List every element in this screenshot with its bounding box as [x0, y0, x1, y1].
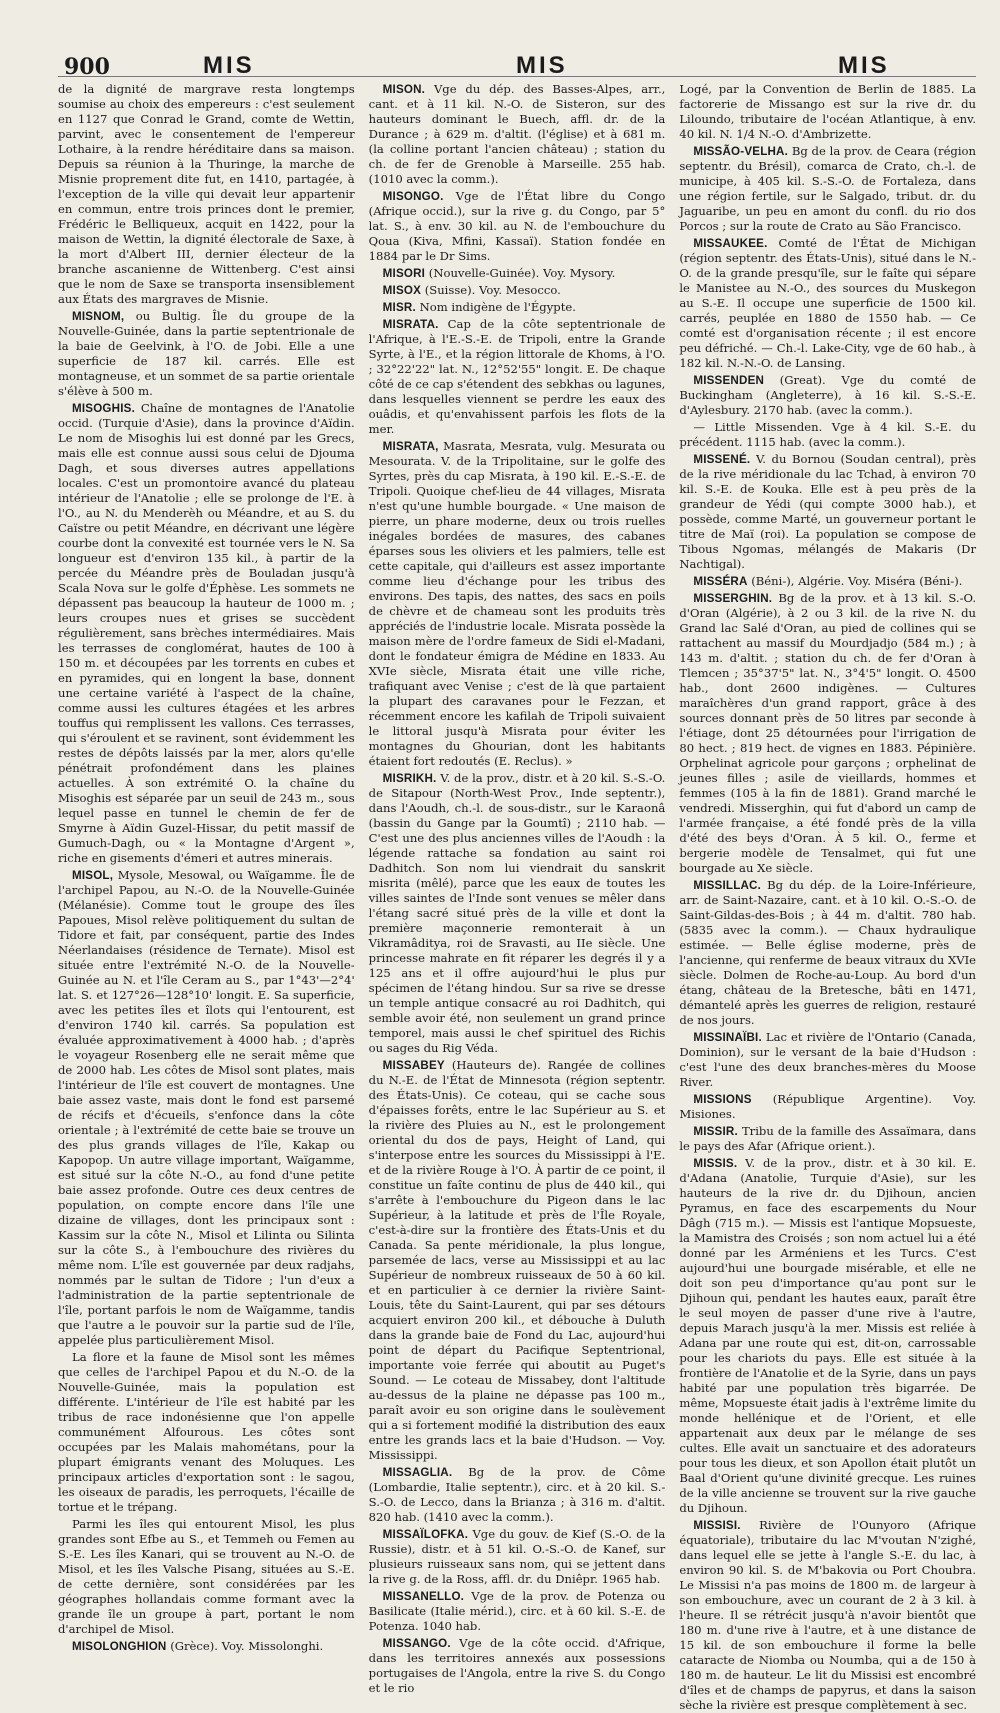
entry-headword: MISSAÏLOFKA.: [382, 1528, 469, 1541]
entry-headword: MISSENÉ.: [693, 453, 751, 466]
entry-text: Bg de la prov. de Ceara (région septentr. du Brésil), comarca de Crato, ch.-l. de municipe, à 405 kil. S.-S.-O. de Fortaleza, dans une région fertile, sur le Salgado, tribut. dr. du Jaguaribe, un peu en amont du confl. du rio dos Porcos ; sur la route de Crato au São Francisco.: [679, 144, 977, 233]
entry-text: Bg de la prov. et à 13 kil. S.-O. d'Oran (Algérie), à 2 ou 3 kil. de la rive N. du Grand lac Salé d'Oran, au pied de collines qui se rattachent au massif du Mourdjadjo (584 m.) ; à 143 m. d'altit. ; station du ch. de fer d'Oran à Tlemcen ; 35°37'5" lat. N., 3°4'5" longit. O. 4500 hab., dont 2600 indigènes. — Cultures maraîchères d'un grand rapport, grâce à des sources donnant près de 50 litres par seconde à l'étiage, dont 25 détournées pour l'irrigation de 80 hect. ; 819 hect. de vignes en 1883. Pépinière. Orphelinat agricole pour garçons ; orphelinat de jeunes filles ; asile de vieillards, hommes et femmes (105 à la fin de 1881). Grand marché le vendredi. Misserghin, qui fut d'abord un camp de l'armée française, a été fondé près de la villa d'été des beys d'Oran. À 5 kil. O., ferme et bergerie modèle de Tensalmet, qui fut une bourgade au Xe siècle.: [679, 591, 977, 875]
entry-headword: MISORI: [382, 267, 426, 280]
entry-text: Bg de la prov. de Côme (Lombardie, Italie septentr.), circ. et à 20 kil. S.-S.-O. de Lecco, dans la Brianza ; à 316 m. d'altit. 820 hab. (1410 avec la comm.).: [368, 1465, 666, 1524]
dictionary-entry: [58, 401, 355, 866]
dictionary-entry: [679, 1030, 976, 1090]
entry-text: ou Bultig. Île du groupe de la Nouvelle-Guinée, dans la partie septentrionale de la baie de Geelvink, à l'O. de Jobi. Elle a une superficie de 187 kil. carrés. Elle est montagneuse, et un sommet de sa partie orientale s'élève à 500 m.: [58, 309, 355, 398]
dictionary-entry: [679, 1092, 976, 1122]
entry-text: Vge de l'État libre du Congo (Afrique occid.), sur la rive g. du Congo, par 5° lat. S., à env. 30 kil. au N. de l'embouchure du Qoua (Kiva, Mfini, Kassaï). Station fondée en 1884 par le Dr Sims.: [368, 189, 666, 263]
entry-headword: MISR.: [382, 301, 416, 314]
dictionary-entry: [369, 300, 666, 315]
entry-text: Vge de la prov. de Potenza ou Basilicate (Italie mérid.), circ. et à 60 kil. S.-E. de Potenza. 1040 hab.: [368, 1589, 666, 1633]
entry-text: Bg du dép. de la Loire-Inférieure, arr. de Saint-Nazaire, cant. et à 10 kil. O.-S.-O. de Saint-Gildas-des-Bois ; à 44 m. d'altit. 780 hab. (5835 avec la comm.). — Chaux hydraulique estimée. — Belle église moderne, près de l'ancienne, qui renferme de beaux vitraux du XVIe siècle. Dolmen de Roche-au-Loup. Au bord d'un étang, château de la Bretesche, bâti en 1471, démantelé après les guerres de religion, restauré de nos jours.: [679, 878, 977, 1027]
entry-headword: MISSIS.: [693, 1157, 738, 1170]
entry-headword: MISSENDEN: [693, 374, 765, 387]
entry-text: Vge de la côte occid. d'Afrique, dans les territoires annexés aux possessions portugaises de l'Angola, entre la rive S. du Congo et le rio: [368, 1636, 666, 1695]
entry-headword: MISSÃO-VELHA.: [693, 145, 789, 158]
entry-text: (Suisse). Voy. Mesocco.: [424, 283, 561, 297]
dictionary-entry: [369, 1636, 666, 1696]
dictionary-entry: [679, 1124, 976, 1154]
dictionary-entry: [679, 878, 976, 1028]
entry-text: Cap de la côte septentrionale de l'Afrique, à l'E.-S.-E. de Tripoli, entre la Grande Syrte, à l'E., et la région littorale de Khoms, à l'O. ; 32°22'22" lat. N., 12°52'55" longit. E. De chaque côté de ce cap s'étendent des sebkhas ou lagunes, dans lesquelles viennent se perdre les eaux des ouâdis, et qu'envahissent parfois les flots de la mer.: [368, 317, 666, 436]
entry-headword: MISSIONS: [693, 1093, 752, 1106]
dictionary-entry: [679, 236, 976, 371]
entry-text: Parmi les îles qui entourent Misol, les plus grandes sont Efbe au S., et Temmeh ou Femen au S.-E. Les îles Kanari, qui se trouvent au N.-O. de Misol, et les îles Valsche Pisang, situées au S.-E. de cette dernière, sont considérées par les géographes hollandais comme formant avec la grande île un groupe à part, portant le nom d'archipel de Misol.: [58, 1517, 355, 1636]
entry-text: La flore et la faune de Misol sont les mêmes que celles de l'archipel Papou et du N.-O. de la Nouvelle-Guinée, mais la population est différente. L'intérieur de l'île est habité par les tribus de race indonésienne que l'on appelle communément Alfourous. Les côtes sont occupées par les Malais mahométans, pour la plupart émigrants venant des Moluques. Les principaux articles d'exportation sont : le sagou, les oiseaux de paradis, les perroquets, l'écaille de tortue et le trépang.: [58, 1350, 355, 1514]
dictionary-entry: [369, 283, 666, 298]
entry-headword: MISSABEY: [382, 1059, 445, 1072]
dictionary-entry: [369, 189, 666, 264]
entry-text: de la dignité de margrave resta longtemps soumise au choix des empereurs : c'est seulement en 1127 que Conrad le Grand, comte de Wettin, parvint, avec le consentement de l'empereur Lothaire, à la rendre héréditaire dans sa maison. Depuis sa réunion à la Thuringe, la marche de Misnie proprement dite fut, en 1410, partagée, à l'exception de la ville qui devait leur appartenir en commun, entre trois princes dont le premier, Frédéric le Belliqueux, acquit en 1422, pour la maison de Wettin, la dignité électorale de Saxe, à la mort d'Albert III, dernier électeur de la branche ascanienne de Wittenberg. C'est ainsi que le nom de Saxe se transporta insensiblement aux États des margraves de Misnie.: [58, 82, 355, 306]
entry-text: (Grèce). Voy. Missolonghi.: [170, 1639, 324, 1653]
entry-headword: MISRIKH.: [382, 772, 437, 785]
dictionary-entry: [679, 574, 976, 589]
entry-text: Masrata, Mesrata, vulg. Mesurata ou Mesourata. V. de la Tripolitaine, sur le golfe des Syrtes, près du cap Misrata, à 190 kil. E.-S.-E. de Tripoli. Quoique chef-lieu de 44 villages, Misrata n'est qu'une humble bourgade. « Une maison de pierre, un phare moderne, deux ou trois ruelles inégales bordées de masures, des cabanes éparses sous les oliviers et les palmiers, telle est cette capitale, qui d'ailleurs est assez importante comme lieu d'échange pour les tribus des environs. Des tapis, des nattes, des sacs en poils de chèvre et de chameau sont les produits très appréciés de l'industrie locale. Misrata possède la maison mère de l'ordre fameux de Sidi el-Madani, dont le fondateur émigra de Médine en 1833. Au XVIe siècle, Misrata était une ville riche, trafiquant avec Venise ; c'est de là que partaient la plupart des caravanes pour le Fezzan, et récemment encore les kafilah de Tripoli suivaient le littoral jusqu'à Misrata pour éviter les montagnes du Ghourian, dont les habitants étaient fort redoutés (E. Reclus). »: [368, 439, 666, 768]
dictionary-entry: [58, 868, 355, 1348]
dictionary-entry: [369, 1058, 666, 1463]
header-rule: [58, 76, 976, 77]
entry-text: Comté de l'État de Michigan (région septentr. des États-Unis), situé dans le N.-O. de la grande presqu'île, sur le faîte qui sépare le Manistee au N.-O., des sources du Muskegon au S.-E. Il occupe une superficie de 1500 kil. carrés, peuplée en 1880 de 1550 hab. — Ce comté est d'organisation récente ; il est encore peu défriché. — Ch.-l. Lake-City, vge de 60 hab., à 182 kil. N.-N.-O. de Lansing.: [679, 236, 977, 370]
entry-headword: MISSERGHIN.: [693, 592, 773, 605]
entry-headword: MISNOM,: [72, 310, 125, 323]
entry-paragraph: [58, 1517, 355, 1637]
text-columns: [58, 82, 977, 1712]
page-number: 900: [64, 54, 110, 80]
entry-text: Rivière de l'Ounyoro (Afrique équatoriale), tributaire du lac M'voutan N'zighé, dans lequel elle se jette à l'angle S.-E. du lac, à environ 90 kil. S. de M'bakovia ou Port Choubra. Le Missisi n'a pas moins de 1800 m. de largeur à son embouchure, avec un courant de 2 à 3 kil. à l'heure. Il se rétrécit jusqu'à n'avoir bientôt que 180 m. d'une rive à l'autre, et à une distance de 15 kil. de son embouchure il forme la belle cataracte de Niomba ou Noumba, qui a de 150 à 180 m. de hauteur. Le lit du Missisi est encombré d'îles et de champs de papyrus, et dans la saison sèche la rivière est presque complètement à sec.: [679, 1518, 977, 1712]
dictionary-entry: [679, 373, 976, 418]
entry-text: V. de la prov., distr. et à 30 kil. E. d'Adana (Anatolie, Turquie d'Asie), sur les hauteurs de la rive dr. du Djihoun, ancien Pyramus, en face des escarpements du Nour Dâgh (715 m.). — Missis est l'antique Mopsueste, la Mamistra des Croisés ; son nom actuel lui a été donné par les Arméniens et les Turcs. C'est aujourd'hui une bourgade misérable, et elle ne doit son peu d'importance qu'au pont sur le Djihoun qui, pendant les hautes eaux, paraît être le seul moyen de passer d'une rive à l'autre, depuis Marach jusqu'à la mer. Missis est reliée à Adana par une route qui est, dit-on, carrossable pour les chariots du pays. Elle est située à la frontière de l'Anatolie et de la Syrie, dans un pays habité par une population très bigarrée. De même, Mopsueste était jadis à l'extrême limite du monde hellénique et de l'Orient, et elle appartenait aux deux par le mélange de ses cultes. Elle avait un sanctuaire et des adorateurs pour tous les dieux, et son Apollon était plutôt un Baal d'Orient qu'une divinité grecque. Les ruines de la ville ancienne se trouvent sur la rive gauche du Djihoun.: [679, 1156, 977, 1515]
entry-text: (Nouvelle-Guinée). Voy. Mysory.: [428, 266, 616, 280]
dictionary-entry: [369, 1527, 666, 1587]
entry-text: (Hauteurs de). Rangée de collines du N.-E. de l'État de Minnesota (région septentr. des États-Unis). Ce coteau, qui se cache sous d'épaisses forêts, entre le lac Supérieur au S. et la rivière des Pluies au N., est le prolongement oriental du dos de pays, Height of Land, qui s'interpose entre les sources du Mississippi à l'E. et de la rivière Rouge à l'O. À partir de ce point, il constitue un faîte continu de plus de 440 kil., qui s'arrête à l'embouchure du Pigeon dans le lac Supérieur, à la latitude et près de l'Île Royale, c'est-à-dire sur la frontière des États-Unis et du Canada. Sa pente méridionale, la plus longue, parsemée de lacs, verse au Mississippi et au lac Supérieur de nombreux ruisseaux de 50 à 60 kil. et en particulier à ce dernier la rivière Saint-Louis, tête du Saint-Laurent, qui par ses détours acquiert environ 200 kil., et débouche à Duluth dans la grande baie de Fond du Lac, aujourd'hui point de départ du Pacifique Septentrional, importante voie ferrée qui aboutit au Puget's Sound. — Le coteau de Missabey, dont l'altitude au-dessus de la plaine ne dépasse pas 100 m., paraît avoir eu son origine dans le soulèvement qui a si fortement modifié la distribution des eaux entre les grands lacs et la baie d'Hudson. — Voy. Mississippi.: [368, 1058, 666, 1462]
entry-headword: MISOLONGHION: [72, 1640, 167, 1653]
dictionary-entry: [369, 317, 666, 437]
entry-headword: MISRATA.: [382, 318, 439, 331]
entry-paragraph: [679, 420, 976, 450]
entry-headword: MISSIR.: [693, 1125, 738, 1138]
dictionary-entry: [679, 1518, 976, 1713]
dictionary-entry: [679, 1156, 976, 1516]
dictionary-entry: [679, 144, 976, 234]
column-2: [368, 82, 666, 1695]
dictionary-entry: [58, 309, 355, 399]
entry-paragraph: [58, 1350, 355, 1515]
entry-text: Nom indigène de l'Égypte.: [419, 300, 576, 314]
entry-headword: MISOGHIS.: [72, 402, 135, 415]
entry-text: Logé, par la Convention de Berlin de 1885. La factorerie de Missango est sur la rive dr. du Liloundo, tributaire de l'océan Atlantique, à env. 40 kil. N. 1/4 N.-O. d'Ambrizette.: [679, 82, 977, 141]
dictionary-entry: [369, 439, 666, 769]
entry-text: Chaîne de montagnes de l'Anatolie occid. (Turquie d'Asie), dans la province d'Aïdin. Le nom de Misoghis lui est donné par les Grecs, mais elle est connue aussi sous celui de Djouma Dagh, et sous diverses autres appellations locales. C'est un promontoire avancé du plateau intérieur de l'Anatolie ; elle se prolonge de l'E. à l'O., au N. du Menderèh ou Méandre, et au S. du Caïstre ou petit Méandre, en décrivant une légère courbe dont la convexité est tournée vers le N. Sa longueur est d'environ 135 kil., à partir de la percée du Méandre près de Bouladan jusqu'à Scala Nova sur le golfe d'Éphèse. Les sommets ne dépassent pas beaucoup la hauteur de 1000 m. ; leurs croupes nues et grises se succèdent régulièrement, sans brèches intermédiaires. Mais les terrasses de conglomérat, hautes de 100 à 150 m. et découpées par les torrents en cubes et en pyramides, qui en longent la base, donnent une certaine variété à l'aspect de la chaîne, comme aussi les cultures étagées et les arbres touffus qui remplissent les vallons. Ces terrasses, qui s'éroulent et se ravinent, sont évidemment les restes de dépôts laissés par la mer, alors qu'elle pénétrait profondément dans les plaines actuelles. À son extrémité O. la chaîne du Misoghis est séparée par un seuil de 243 m., sous lequel passe en tunnel le chemin de fer de Smyrne à Aïdin Guzel-Hissar, du petit massif de Gumuch-Dagh, ou « la Montagne d'Argent », riche en gisements d'émeri et autres minerais.: [58, 401, 355, 865]
dictionary-entry: [58, 1639, 355, 1654]
dictionary-entry: [369, 771, 666, 1056]
dictionary-entry: [369, 82, 666, 187]
entry-headword: MISOX: [382, 284, 422, 297]
entry-headword: MISSÉRA: [693, 575, 748, 588]
dictionary-entry: [369, 266, 666, 281]
entry-text: (Béni-), Algérie. Voy. Miséra (Béni-).: [751, 574, 963, 588]
entry-text: (République Argentine). Voy. Misiones.: [679, 1092, 977, 1121]
entry-headword: MISSISI.: [693, 1519, 741, 1532]
entry-paragraph: [679, 82, 976, 142]
entry-headword: MISSILLAC.: [693, 879, 762, 892]
entry-headword: MISSAUKEE.: [693, 237, 768, 250]
entry-text: Tribu de la famille des Assaïmara, dans le pays des Afar (Afrique orient.).: [679, 1124, 977, 1153]
column-1: [58, 82, 355, 1653]
entry-text: Vge du gouv. de Kief (S.-O. de la Russie), distr. et à 51 kil. O.-S.-O. de Kanef, sur plusieurs ruisseaux sans nom, qui se jettent dans la rive g. de la Ross, affl. dr. du Dniêpr. 1965 hab.: [368, 1527, 666, 1586]
entry-text: Lac et rivière de l'Ontario (Canada, Dominion), sur le versant de la baie d'Hudson : c'est l'une des deux branches-mères du Moose River.: [679, 1030, 977, 1089]
entry-text: V. du Bornou (Soudan central), près de la rive méridionale du lac Tchad, à environ 70 kil. S.-E. de Kouka. Elle est à peu près de la grandeur de Yédi (qui compte 3000 hab.), et possède, comme Marté, un gouverneur portant le titre de Maï (roi). La population se compose de Tibous Ngomas, mélangés de Makaris (Dr Nachtigal).: [679, 452, 977, 571]
entry-headword: MISSAGLIA.: [382, 1466, 453, 1479]
entry-text: — Little Missenden. Vge à 4 kil. S.-E. du précédent. 1115 hab. (avec la comm.).: [679, 420, 977, 449]
entry-headword: MISRATA,: [382, 440, 439, 453]
dictionary-entry: [369, 1465, 666, 1525]
entry-headword: MISONGO.: [382, 190, 444, 203]
running-head-right: MIS: [838, 52, 890, 79]
running-head-left: MIS: [203, 52, 255, 79]
entry-text: Vge du dép. des Basses-Alpes, arr., cant. et à 11 kil. N.-O. de Sisteron, sur des hauteurs dominant le Buech, affl. dr. de la Durance ; à 629 m. d'altit. (l'église) et à 681 m. (la colline portant l'ancien château) ; station du ch. de fer de Grenoble à Marseille. 255 hab. (1010 avec la comm.).: [368, 82, 666, 186]
column-3: [679, 82, 977, 1712]
dictionary-entry: [679, 591, 976, 876]
entry-headword: MISOL,: [72, 869, 114, 882]
running-head-center: MIS: [516, 52, 568, 79]
entry-text: V. de la prov., distr. et à 20 kil. S.-S.-O. de Sitapour (North-West Prov., Inde septentr.), dans l'Aoudh, ch.-l. de sous-distr., sur le Karaonâ (bassin du Gange par la Goumtî) ; 2110 hab. — C'est une des plus anciennes villes de l'Aoudh : la légende rattache sa fondation au saint roi Dadhitch. Son nom lui viendrait du sanskrit misrita (mêlé), parce que les eaux de toutes les villes saintes de l'Inde sont venues se mêler dans l'étang sacré situé près de la ville et dont la première maçonnerie remonterait à un Vikramâditya, roi de Sravasti, au IIe siècle. Une princesse mahrate en fit réparer les degrés il y a 125 ans et il offre aujourd'hui le plus pur spécimen de l'étang hindou. Sur sa rive se dresse un temple antique consacré au roi Dadhitch, qui semble avoir été, non seulement un grand prince temporel, mais aussi le chef spirituel des Richis ou sages du Rig Véda.: [368, 771, 666, 1055]
entry-headword: MISON.: [382, 83, 426, 96]
entry-headword: MISSANELLO.: [382, 1590, 465, 1603]
entry-headword: MISSANGO.: [382, 1637, 451, 1650]
entry-headword: MISSINAÏBI.: [693, 1031, 762, 1044]
dictionary-entry: [679, 452, 976, 572]
entry-paragraph: [58, 82, 355, 307]
entry-text: (Great). Vge du comté de Buckingham (Angleterre), à 16 kil. S.-S.-E. d'Aylesbury. 2170 hab. (avec la comm.).: [679, 373, 977, 417]
entry-text: Mysole, Mesowal, ou Waïgamme. Île de l'archipel Papou, au N.-O. de la Nouvelle-Guinée (Mélanésie). Comme tout le groupe des îles Papoues, Misol relève politiquement du sultan de Tidore et fait, par conséquent, partie des Indes Néerlandaises (résidence de Ternate). Misol est située entre l'extrémité N.-O. de la Nouvelle-Guinée au N. et l'île Ceram au S., par 1°43'—2°4' lat. S. et 127°26—128°10' longit. E. Sa superficie, avec les petites îles et îlots qui l'entourent, est d'environ 1740 kil. carrés. Sa population est évaluée approximativement à 4000 hab. ; d'après le voyageur Rosenberg elle ne serait même que de 2000 hab. Les côtes de Misol sont plates, mais l'intérieur de l'île est couvert de montagnes. Une baie assez vaste, mais dont le fond est parsemé de récifs et d'écueils, s'enfonce dans la côte orientale ; à l'extrémité de cette baie se trouve un des plus grands villages de l'île, Kakap ou Kapopop. Un autre village important, Waïgamme, est situé sur la côte N.-O., au fond d'une petite baie assez profonde. Outre ces deux centres de population, on compte encore dans l'île une dizaine de villages, dont les principaux sont : Kassim sur la côte N., Misol et Lilinta ou Silinta sur la côte S., à l'embouchure des rivières du même nom. L'île est gouvernée par deux radjahs, nommés par le sultan de Tidore ; l'un d'eux a l'administration de la partie septentrionale de l'île, portant parfois le nom de Waïgamme, tandis que l'autre a le pouvoir sur la partie sud de l'île, appelée plus particulièrement Misol.: [58, 868, 355, 1347]
dictionary-entry: [369, 1589, 666, 1634]
